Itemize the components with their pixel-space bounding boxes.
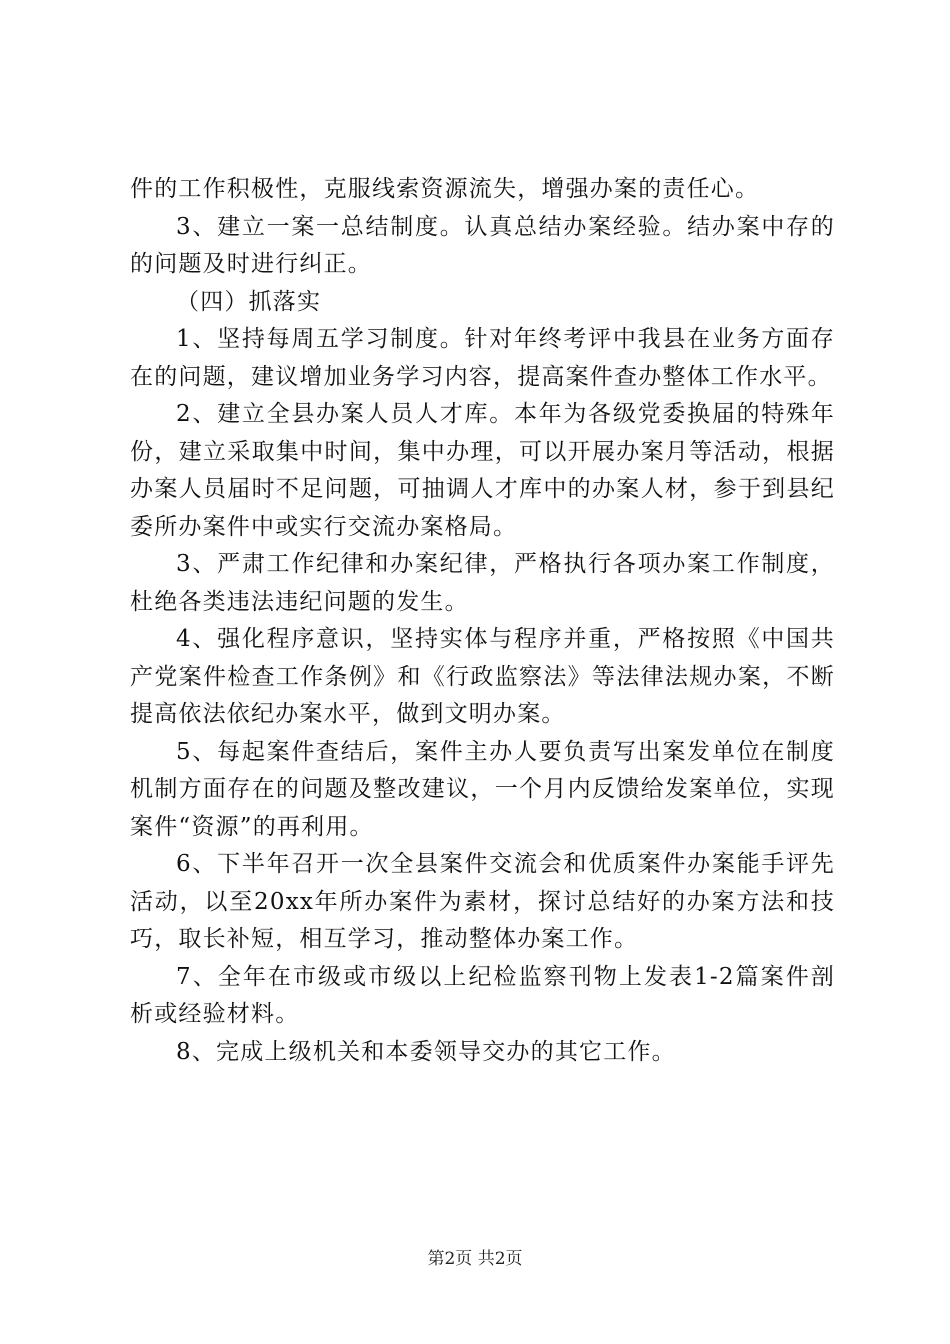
section-heading-implementation: （四）抓落实	[176, 288, 322, 315]
page-number-footer: 第2页 共2页	[427, 1249, 523, 1269]
paragraph-item-8-other-work: 8、完成上级机关和本委领导交办的其它工作。	[176, 1038, 676, 1065]
paragraph-item-6-exchange-meeting: 6、下半年召开一次全县案件交流会和优质案件办案能手评先活动，以至20xx年所办案件为素材，探讨总结好的办案方法和技巧，取长补短，相互学习，推动整体办案工作。	[130, 851, 835, 952]
paragraph-item-1-study-system: 1、坚持每周五学习制度。针对年终考评中我县在业务方面存在的问题，建议增加业务学习内容，提高案件查办整体工作水平。	[130, 326, 835, 390]
paragraph-item-5-case-feedback: 5、每起案件查结后，案件主办人要负责写出案发单位在制度机制方面存在的问题及整改建议，一个月内反馈给发案单位，实现案件“资源”的再利用。	[130, 738, 835, 840]
paragraph-item-2-talent-pool: 2、建立全县办案人员人才库。本年为各级党委换届的特殊年份，建立采取集中时间，集中办理，可以开展办案月等活动，根据办案人员届时不足问题，可抽调人才库中的办案人材，参于到县纪委所办案件中或实行交流办案格局。	[130, 401, 835, 540]
document-body	[130, 171, 835, 1071]
paragraph-item-4-procedure: 4、强化程序意识，坚持实体与程序并重，严格按照《中国共产党案件检查工作条例》和《行政监察法》等法律法规办案，不断提高依法依纪办案水平，做到文明办案。	[130, 626, 835, 727]
paragraph-item-7-publication: 7、全年在市级或市级以上纪检监察刊物上发表1-2篇案件剖析或经验材料。	[130, 963, 835, 1027]
paragraph-continuation: 件的工作积极性，克服线索资源流失，增强办案的责任心。	[130, 176, 760, 202]
paragraph-item-3-discipline: 3、严肃工作纪律和办案纪律，严格执行各项办案工作制度，杜绝各类违法违纪问题的发生。	[130, 551, 835, 615]
paragraph-item-3-summary-system: 3、建立一案一总结制度。认真总结办案经验。结办案中存的的问题及时进行纠正。	[130, 213, 835, 277]
